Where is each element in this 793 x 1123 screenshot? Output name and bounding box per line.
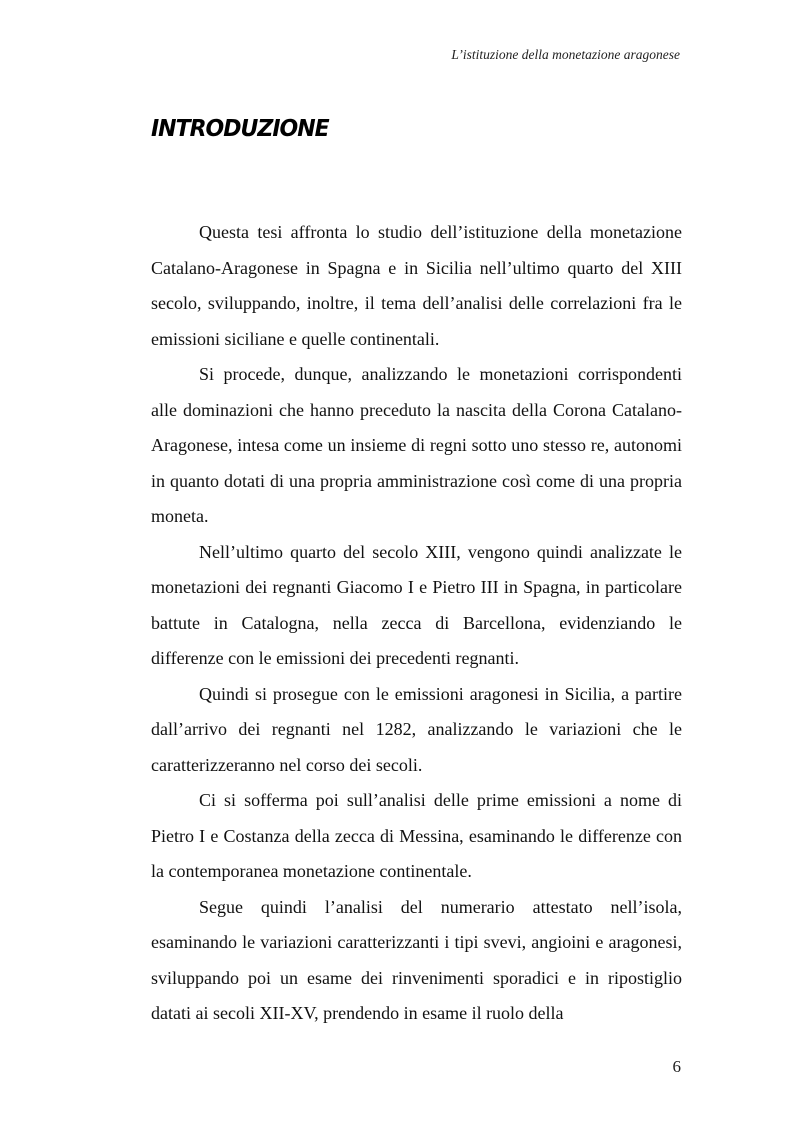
paragraph-4: Quindi si prosegue con le emissioni aragonesi in Sicilia, a partire dall’arrivo dei regnanti nel 1282, analizzando le variazioni che le caratterizzeranno nel corso dei secoli. bbox=[151, 683, 682, 775]
body-text bbox=[151, 215, 682, 1032]
paragraph-3: Nell’ultimo quarto del secolo XIII, vengono quindi analizzate le monetazioni dei regnanti Giacomo I e Pietro III in Spagna, in particolare battute in Catalogna, nella zecca di Barcellona, evidenziando le differenze con le emissioni dei precedenti regnanti. bbox=[151, 541, 682, 668]
page-number: 6 bbox=[672, 1057, 681, 1076]
chapter-title: INTRODUZIONE bbox=[151, 116, 329, 143]
paragraph-2: Si procede, dunque, analizzando le monetazioni corrispondenti alle dominazioni che hanno preceduto la nascita della Corona Catalano-Aragonese, intesa come un insieme di regni sotto uno stesso re, autonomi in quanto dotati di una propria amministrazione così come di una propria moneta. bbox=[151, 364, 682, 526]
running-header: L’istituzione della monetazione aragonese bbox=[451, 47, 680, 62]
paragraph-1: Questa tesi affronta lo studio dell’istituzione della monetazione Catalano-Aragonese in Spagna e in Sicilia nell’ultimo quarto del XIII secolo, sviluppando, inoltre, il tema dell’analisi delle correlazioni fra le emissioni siciliane e quelle continentali. bbox=[151, 222, 682, 349]
paragraph-5: Ci si sofferma poi sull’analisi delle prime emissioni a nome di Pietro I e Costanza della zecca di Messina, esaminando le differenze con la contemporanea monetazione continentale. bbox=[151, 790, 682, 881]
paragraph-6: Segue quindi l’analisi del numerario attestato nell’isola, esaminando le variazioni caratterizzanti i tipi svevi, angioini e aragonesi, sviluppando poi un esame dei rinvenimenti sporadici e in ripostiglio datati ai secoli XII-XV, prendendo in esame il ruolo della bbox=[151, 896, 682, 1023]
